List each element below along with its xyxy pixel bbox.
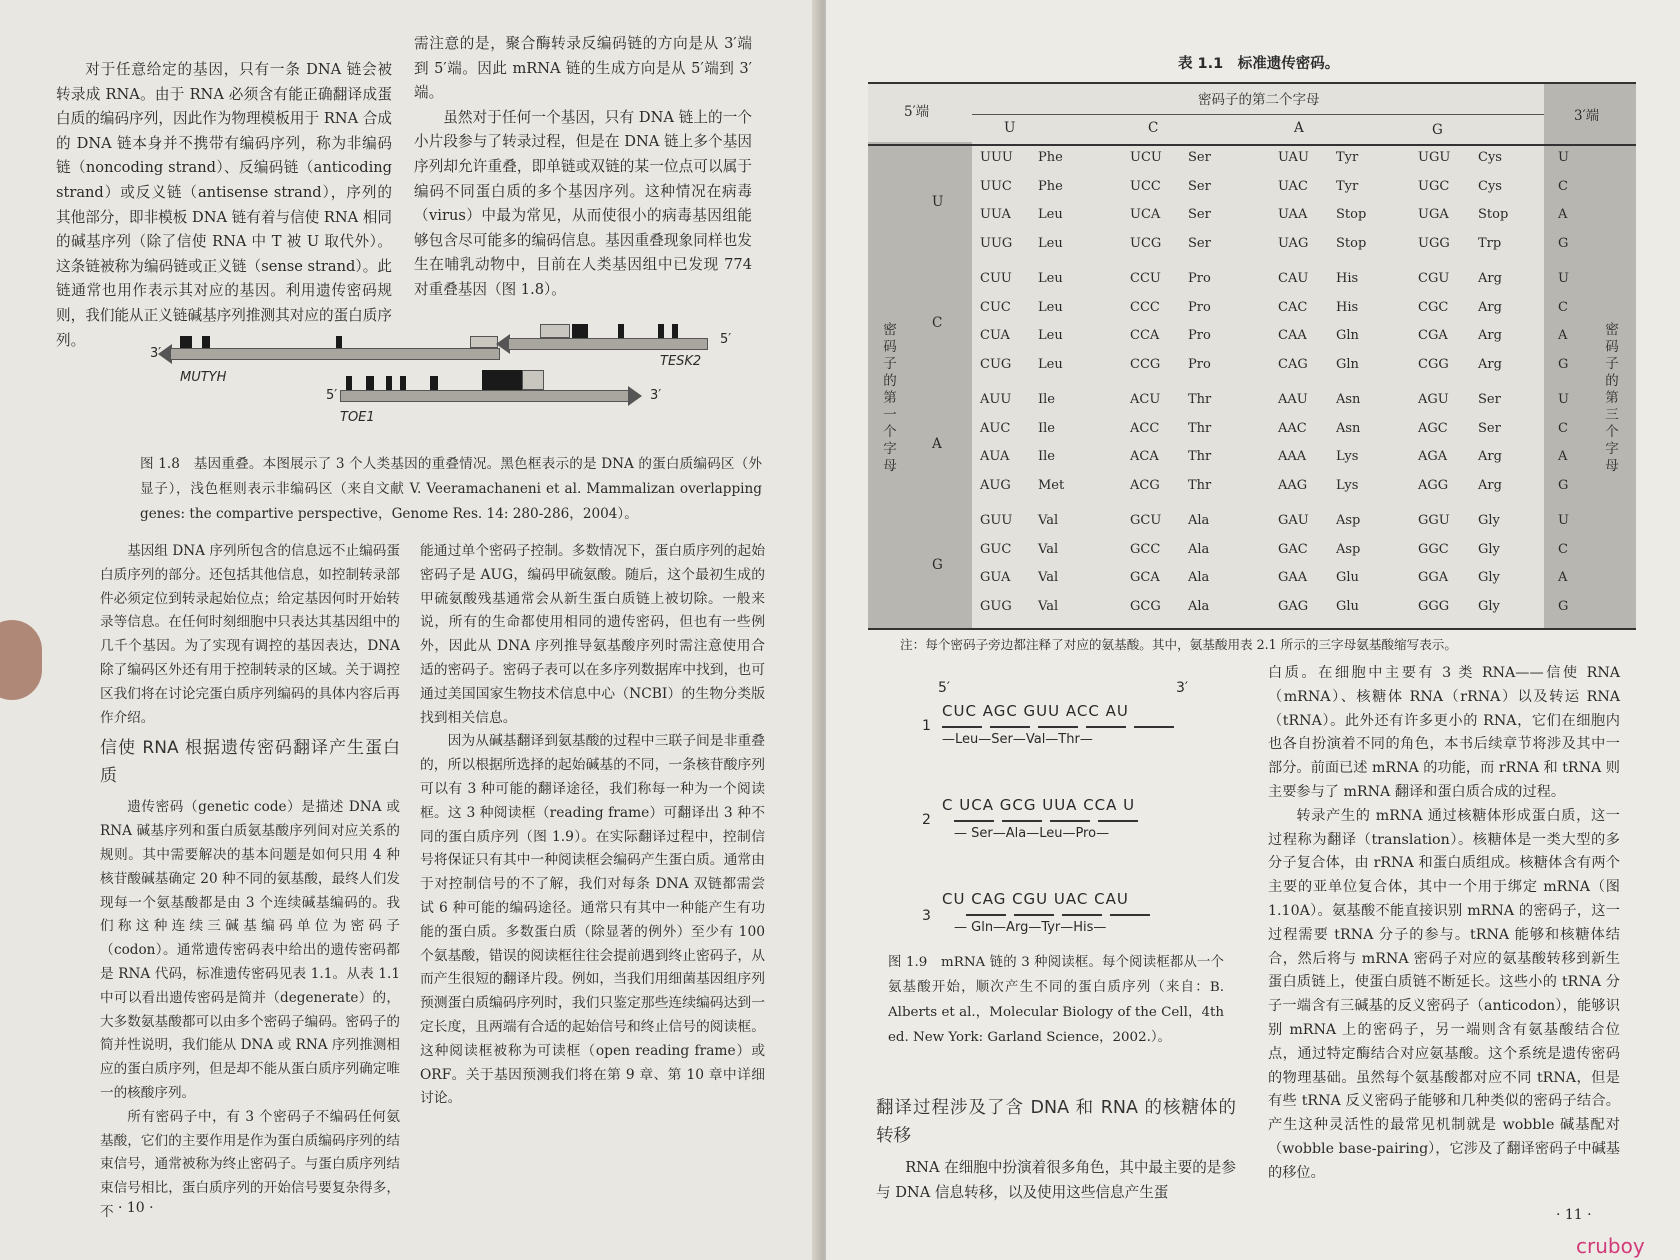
codon-underline [966,914,1006,916]
amino-acid-cell: Glu [1336,598,1359,614]
codon-cell: AUG [980,477,1011,493]
codon-cell: UGC [1418,178,1450,194]
third-letter-cell: U [1558,150,1569,165]
third-letter-cell: C [1558,299,1568,315]
col-head-u: U [1004,120,1016,136]
amino-acid-cell: Arg [1478,449,1502,464]
page-number: · 10 · [118,1200,154,1216]
second-letter-header: 密码子的第二个字母 [1198,92,1320,108]
amino-acid-cell: Arg [1478,356,1502,372]
frame-number: 1 [922,718,931,734]
frame-amino-acids: — Gln—Arg—Tyr—His— [954,920,1107,935]
amino-acid-cell: Stop [1336,235,1367,251]
codon-underline [1014,914,1054,916]
frame-number: 2 [922,812,931,828]
codon-cell: CGC [1418,299,1449,315]
codon-cell: GAC [1278,541,1308,557]
codon-cell: GGU [1418,513,1450,528]
third-letter-cell: C [1558,420,1568,436]
amino-acid-cell: Arg [1478,271,1502,286]
codon-cell: CAA [1278,328,1307,343]
codon-cell: UAG [1278,235,1309,251]
amino-acid-cell: Leu [1038,207,1063,222]
amino-acid-cell: Gln [1336,328,1359,343]
frame-number: 3 [922,908,931,924]
amino-acid-cell: Trp [1478,235,1502,251]
paragraph: 遗传密码（genetic code）是描述 DNA 或 RNA 碱基序列和蛋白质氨基酸序列间对应关系的规则。其中需要解决的基本问题是如何只用 4 种核苷酸碱基确定 20 种不同的氨基酸，最终人们发现每一个氨基酸都是由 3 个连续碱基编码的。我们称这种连续三碱基编码单位为密码子（codon）。通常遗传密码表中给出的遗传密码都是 RNA 代码，标准遗传密码见表 1.1。从表 1.1 中可以看出遗传密码是简并（degenerate）的，大多数氨基酸都可以由多个密码子编码。密码子的简并性说明，我们能从 DNA 或 RNA 序列推测相应的蛋白质序列，但是却不能从蛋白质序列确定唯一的核酸序列。 [100,799,400,1101]
amino-acid-cell: Thr [1188,392,1212,407]
amino-acid-cell: Glu [1336,570,1359,585]
exon [658,324,664,338]
third-letter-cell: G [1558,356,1569,372]
amino-acid-cell: Ser [1188,178,1211,194]
amino-acid-cell: Leu [1038,356,1063,372]
amino-acid-cell: Phe [1038,150,1063,165]
exon [202,336,210,348]
page-number: · 11 · [1556,1207,1592,1223]
codon-cell: UCG [1130,235,1162,251]
codon-cell: UAC [1278,178,1308,194]
codon-cell: ACU [1130,392,1161,407]
figure-1-9 [920,680,1220,940]
amino-acid-cell: Ser [1478,392,1501,407]
codon-underline [942,726,982,728]
codon-cell: UCC [1130,178,1161,194]
third-letter-cell: A [1558,570,1568,585]
amino-acid-cell: Ser [1188,150,1211,165]
codon-cell: GUG [980,598,1012,614]
codon-cell: GAA [1278,570,1308,585]
amino-acid-cell: Phe [1038,178,1063,194]
amino-acid-cell: Lys [1336,477,1359,493]
table-title: 表 1.1 标准遗传密码。 [1178,56,1340,72]
codon-table [868,82,1636,630]
third-letter-cell: G [1558,598,1569,614]
amino-acid-cell: Leu [1038,299,1063,315]
first-letter-g: G [932,557,943,573]
amino-acid-cell: Thr [1188,420,1212,436]
amino-acid-cell: Val [1038,570,1059,585]
codon-cell: CGA [1418,328,1448,343]
amino-acid-cell: Stop [1336,207,1367,222]
codon-cell: GUU [980,513,1013,528]
paragraph: 所有密码子中，有 3 个密码子不编码任何氨基酸，它们的主要作用是作为蛋白质编码序列的结束信号，通常被称为终止密码子。与蛋白质序列结束信号相比，蛋白质序列的开始信号要复杂得多，不 [100,1108,400,1220]
first-letter-u: U [932,194,944,210]
amino-acid-cell: Gln [1336,356,1359,372]
amino-acid-cell: Ile [1038,449,1055,464]
prime-label: 3′ [1176,680,1189,696]
tesk2-strand [508,338,708,350]
amino-acid-cell: Ile [1038,392,1055,407]
left-col1-top [56,58,392,353]
codon-cell: AUU [980,392,1012,407]
five-prime-label: 5′端 [904,104,930,120]
third-letter-label: 密码子的第三个字母 [1605,322,1619,474]
amino-acid-cell: Ser [1188,235,1211,251]
amino-acid-cell: Tyr [1336,178,1359,194]
codon-cell: CUA [980,328,1010,343]
amino-acid-cell: Val [1038,513,1059,528]
amino-acid-cell: Leu [1038,235,1063,251]
codon-cell: AAA [1278,449,1307,464]
codon-cell: AAG [1278,477,1308,493]
frame-sequence: CUC AGC GUU ACC AU [942,702,1129,720]
codon-cell: UGG [1418,235,1450,251]
codon-underline [1050,820,1090,822]
amino-acid-cell: His [1336,271,1359,286]
third-letter-cell: C [1558,178,1568,194]
codon-cell: ACC [1130,420,1160,436]
third-letter-cell: A [1558,328,1568,343]
codon-cell: UCA [1130,207,1161,222]
third-letter-cell: U [1558,392,1569,407]
gene-label-mutyh: MUTYH [180,370,227,385]
prime-label: 3′ [650,388,662,403]
exon [386,376,392,390]
paragraph: 基因组 DNA 序列所包含的信息远不止编码蛋白质序列的部分。还包括其他信息，如控制转录部件必须定位到转录起始位点；给定基因何时开始转录等信息。在任何时刻细胞中只表达其基因组中的几千个基因。为了实现有调控的基因表达，DNA 除了编码区外还有用于控制转录的区域。关于调控区我们将在讨论完蛋白质序列编码的具体内容后再作介绍。 [100,543,400,726]
table-note: 注：每个密码子旁边都注释了对应的氨基酸。其中，氨基酸用表 2.1 所示的三字母氨基酸缩写表示。 [900,637,1457,652]
amino-acid-cell: Val [1038,598,1059,614]
codon-cell: ACG [1130,477,1160,493]
frame-amino-acids: — Ser—Ala—Leu—Pro— [954,826,1110,841]
caption-text: 图 1.8 基因重叠。本图展示了 3 个人类基因的重叠情况。黑色框表示的是 DNA 的蛋白质编码区（外显子），浅色框则表示非编码区（来自文献 V. Veeramachaneni et al. Mammalizan overlapping genes: the compartive perspective，Genome Res. 14: 280-286，2004）。 [140,456,762,522]
codon-cell: UCU [1130,150,1162,165]
amino-acid-cell: Ala [1188,570,1210,585]
codon-cell: AGC [1418,420,1448,436]
amino-acid-cell: Gly [1478,513,1500,528]
codon-cell: CGG [1418,356,1449,372]
exon [572,324,588,338]
paragraph: 白质。在细胞中主要有 3 类 RNA——信使 RNA（mRNA）、核糖体 RNA（rRNA）以及转运 RNA（tRNA）。此外还有许多更小的 RNA，它们在细胞内也各自扮演着不同的角色，本书后续章节将涉及其中一部分。前面已述 mRNA 的功能，而 rRNA 和 tRNA 则主要参与了 mRNA 翻译和蛋白质合成的过程。 [1268,665,1620,800]
codon-cell: AAU [1278,392,1308,407]
amino-acid-cell: His [1336,299,1359,315]
third-letter-cell: A [1558,449,1568,464]
codon-cell: UAA [1278,207,1308,222]
codon-cell: UAU [1278,150,1309,165]
third-letter-cell: C [1558,541,1568,557]
utr [540,324,570,338]
codon-cell: UUU [980,150,1013,165]
mutyh-strand [170,348,500,360]
exon [400,376,406,390]
codon-cell: GAU [1278,513,1309,528]
prime-label: 5′ [938,680,951,696]
codon-cell: AGG [1418,477,1449,493]
strand-arrow [628,386,642,406]
paragraph: 能通过单个密码子控制。多数情况下，蛋白质序列的起始密码子是 AUG，编码甲硫氨酸。随后，这个最初生成的甲硫氨酸残基通常会从新生蛋白质链上被切除。一般来说，所有的生命都使用相同的遗传密码，但也有一些例外，因此从 DNA 序列推导氨基酸序列时需注意使用合适的密码子。密码子表可以在多序列数据库中找到，也可通过美国国家生物技术信息中心（NCBI）的生物分类版找到相关信息。 [420,543,765,726]
amino-acid-cell: Met [1038,477,1065,493]
first-letter-c: C [932,315,943,331]
codon-cell: CUC [980,299,1011,315]
codon-underline [1086,726,1126,728]
codon-cell: GCC [1130,541,1161,557]
exon [180,336,192,348]
amino-acid-cell: Cys [1478,150,1502,165]
table-rule-top [868,82,1636,84]
exon [346,376,352,390]
amino-acid-cell: Pro [1188,299,1211,315]
exon [482,370,522,390]
amino-acid-cell: Ser [1188,207,1211,222]
third-letter-cell: G [1558,477,1569,493]
codon-cell: GCG [1130,598,1161,614]
table-rule-bottom [868,628,1636,630]
amino-acid-cell: Arg [1478,299,1502,315]
amino-acid-cell: Leu [1038,271,1063,286]
codon-cell: GCU [1130,513,1162,528]
amino-acid-cell: Ile [1038,420,1055,436]
third-letter-cell: U [1558,513,1569,528]
left-col1-bottom [100,540,400,1225]
exon [618,324,624,338]
paragraph: 对于任意给定的基因，只有一条 DNA 链会被转录成 RNA。由于 RNA 必须含有能正确翻译成蛋白质的编码序列，因此作为物理模板用于 RNA 合成的 DNA 链本身并不携带有编码序列，称为非编码链（noncoding strand）、反编码链（anticoding strand）或反义链（antisense strand），序列的其他部分，即非模板 DNA 链有着与信使 RNA 相同的碱基序列（除了信使 RNA 中 T 被 U 取代外）。这条链被称为编码链或正义链（sense strand）。此链通常也用作表示其对应的基因。利用遗传密码规则，我们能从正义链碱基序列推测其对应的蛋白质序列。 [56,61,392,349]
left-page [0,0,820,1260]
prime-label: 5′ [326,388,338,403]
amino-acid-cell: Gly [1478,598,1500,614]
codon-cell: UGA [1418,207,1449,222]
paragraph: 需注意的是，聚合酶转录反编码链的方向是从 3′端到 5′端。因此 mRNA 链的生成方向是从 5′端到 3′端。 [414,35,752,102]
amino-acid-cell: Asp [1336,541,1361,557]
amino-acid-cell: Pro [1188,356,1211,372]
codon-underline [990,726,1030,728]
codon-cell: AUC [980,420,1011,436]
amino-acid-cell: Ser [1478,420,1501,436]
exon [430,376,438,390]
amino-acid-cell: Thr [1188,449,1212,464]
paragraph: 因为从碱基翻译到氨基酸的过程中三联子间是非重叠的，所以根据所选择的起始碱基的不同，一条核苷酸序列可以有 3 种可能的翻译途径，我们称每一种为一个阅读框。这 3 种阅读框（reading frame）可翻译出 3 种不同的蛋白质序列（图 1.9）。在实际翻译过程中，控制信号将保证只有其中一种阅读框会编码产生蛋白质。通常由于对控制信号的不了解，我们对每条 DNA 双链都需尝试 6 种可能的编码途径。通常只有其中一种能产生有功能的蛋白质。多数蛋白质（除显著的例外）至少有 100 个氨基酸，错误的阅读框往往会提前遇到终止密码子，从而产生很短的翻译片段。例如，当我们用细菌基因组序列预测蛋白质编码序列时，我们只鉴定那些连续编码达到一定长度，且两端有合适的起始信号和终止信号的阅读框。这种阅读框被称为可读框（open reading frame）或 ORF。关于基因预测我们将在第 9 章、第 10 章中详细讨论。 [420,733,765,1107]
codon-cell: GGA [1418,570,1449,585]
codon-cell: CCC [1130,299,1160,315]
codon-cell: CCU [1130,271,1161,286]
codon-cell: GUA [980,570,1011,585]
codon-cell: GAG [1278,598,1309,614]
codon-cell: CUU [980,271,1012,286]
exon [672,324,678,338]
frame-amino-acids: —Leu—Ser—Val—Thr— [942,732,1093,747]
figure-1-8 [140,330,780,450]
first-letter-a: A [932,436,942,452]
section-heading: 翻译过程涉及了含 DNA 和 RNA 的核糖体的转移 [876,1098,1236,1146]
codon-cell: AGU [1418,392,1449,407]
codon-cell: UGU [1418,150,1451,165]
prime-label: 5′ [720,332,732,347]
codon-underline [954,820,994,822]
codon-cell: UUC [980,178,1012,194]
right-col1-bottom [876,1090,1236,1205]
codon-underline [1038,726,1078,728]
frame-sequence: C UCA GCG UUA CCA U [942,796,1136,814]
codon-underline [1098,820,1138,822]
frame-sequence: CU CAG CGU UAC CAU [942,890,1129,908]
codon-cell: CAG [1278,356,1308,372]
codon-cell: CAC [1278,299,1308,315]
codon-cell: GCA [1130,570,1160,585]
col-head-c: C [1148,120,1159,136]
amino-acid-cell: Stop [1478,207,1509,222]
first-letter-label: 密码子的第一个字母 [883,322,897,474]
col-head-g: G [1432,122,1443,138]
figure-1-8-caption [140,452,762,527]
utr [522,370,544,390]
codon-underline [1002,820,1042,822]
amino-acid-cell: Lys [1336,449,1359,464]
codon-cell: AGA [1418,449,1448,464]
paragraph: 虽然对于任何一个基因，只有 DNA 链上的一个小片段参与了转录过程，但是在 DNA 链上多个基因序列却允许重叠，即单链或双链的某一位点可以属于编码不同蛋白质的多个基因序列。这种情况在病毒（virus）中最为常见，从而使很小的病毒基因组能够包含尽可能多的编码信息。基因重叠现象同样也发生在哺乳动物中，目前在人类基因组中已发现 774 对重叠基因（图 1.8）。 [414,108,752,298]
codon-cell: CGU [1418,271,1450,286]
paragraph: 转录产生的 mRNA 通过核糖体形成蛋白质，这一过程称为翻译（translation）。核糖体是一类大型的多分子复合体，由 rRNA 和蛋白质组成。核糖体含有两个主要的亚单位复合体，其中一个用于绑定 mRNA（图 1.10A）。氨基酸不能直接识别 mRNA 的密码子，这一过程需要 tRNA 分子的参与。tRNA 能够和核糖体结合，然后将与 mRNA 密码子对应的氨基酸转移到新生蛋白质链上，使蛋白质链不断延长。这些小的 tRNA 分子一端含有三碱基的反义密码子（anticodon），能够识别 mRNA 上的密码子，另一端则含有氨基酸结合位点，通过特定酶结合对应氨基酸。这个系统是遗传密码的物理基础。虽然每个氨基酸都对应不同 tRNA，但是有些 tRNA 反义密码子能够和几种类似的密码子结合。产生这种灵活性的最常见机制就是 wobble 碱基配对（wobble base-pairing），它涉及了翻译密码子中碱基的移位。 [1268,807,1620,1181]
prime-label: 3′ [150,346,162,361]
amino-acid-cell: Asn [1336,392,1361,407]
codon-cell: GGC [1418,541,1449,557]
amino-acid-cell: Ala [1188,541,1210,557]
third-letter-cell: A [1558,207,1568,222]
codon-underline [1134,726,1174,728]
codon-underline [1062,914,1102,916]
amino-acid-cell: Ala [1188,513,1210,528]
third-letter-cell: G [1558,235,1569,251]
codon-cell: GGG [1418,598,1450,614]
caption-text: 图 1.9 mRNA 链的 3 种阅读框。每个阅读框都从一个氨基酸开始，顺次产生不同的蛋白质序列（来自：B. Alberts et al.，Molecular Biology of the Cell，4th ed. New York: Garland Science，2002.）。 [888,955,1224,1045]
thumb [0,620,42,700]
amino-acid-cell: Gly [1478,541,1500,557]
amino-acid-cell: Ala [1188,598,1210,614]
codon-cell: CCG [1130,356,1161,372]
amino-acid-cell: Cys [1478,178,1502,194]
amino-acid-cell: Arg [1478,477,1502,493]
toe1-strand [340,390,630,402]
codon-cell: AAC [1278,420,1307,436]
codon-cell: CAU [1278,271,1309,286]
amino-acid-cell: Asp [1336,513,1361,528]
gene-label-tesk2: TESK2 [660,354,702,369]
amino-acid-cell: Thr [1188,477,1212,493]
amino-acid-cell: Pro [1188,271,1211,286]
codon-cell: GUC [980,541,1012,557]
codon-cell: ACA [1130,449,1159,464]
codon-cell: UUG [980,235,1013,251]
codon-cell: UUA [980,207,1011,222]
third-letter-cell: U [1558,271,1569,286]
paragraph: RNA 在细胞中扮演着很多角色，其中最主要的是参与 DNA 信息转移，以及使用这些信息产生蛋 [876,1159,1236,1201]
codon-cell: CCA [1130,328,1160,343]
codon-cell: CUG [980,356,1012,372]
amino-acid-cell: Gly [1478,570,1500,585]
section-heading: 信使 RNA 根据遗传密码翻译产生蛋白质 [100,738,400,787]
utr [470,336,498,348]
codon-underline [1110,914,1150,916]
amino-acid-cell: Arg [1478,328,1502,343]
amino-acid-cell: Asn [1336,420,1361,436]
left-col2-bottom [420,540,765,1111]
left-col2-top [414,32,752,303]
three-prime-label: 3′端 [1574,108,1600,124]
watermark: cruboy [1576,1234,1645,1258]
table-rule-mid [868,144,1636,146]
amino-acid-cell: Val [1038,541,1059,557]
figure-1-9-caption [888,950,1224,1050]
codon-cell: AUA [980,449,1010,464]
col-head-a: A [1294,120,1304,136]
gene-label-toe1: TOE1 [340,410,375,425]
table-rule-head [972,114,1544,115]
exon [366,376,374,390]
amino-acid-cell: Pro [1188,328,1211,343]
amino-acid-cell: Leu [1038,328,1063,343]
right-col2 [1268,662,1620,1186]
amino-acid-cell: Tyr [1336,150,1359,165]
